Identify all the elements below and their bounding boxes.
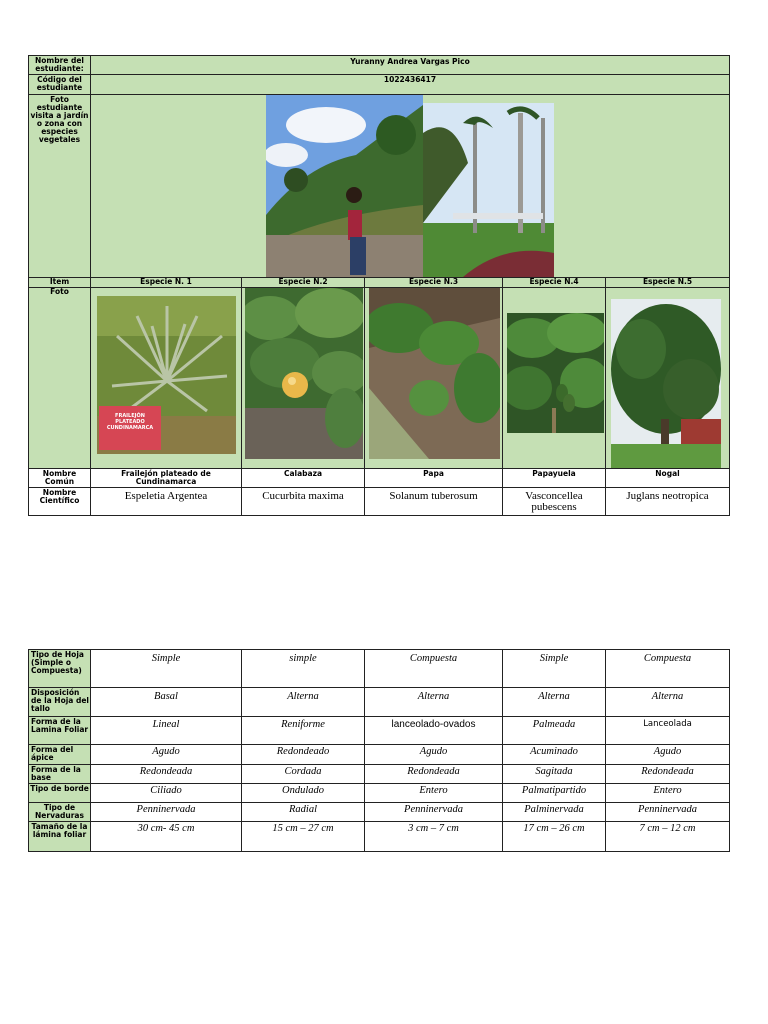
calabaza-photo [245,288,363,459]
student-photo-label: Foto estudiante visita a jardín o zona con especies vegetales [28,94,91,278]
leaf-row-label: Forma de la Lamina Foliar [28,716,91,745]
leaf-value: Alterna [502,687,606,717]
leaf-value: 7 cm – 12 cm [605,821,730,852]
species-header: Especie N.3 [364,277,503,288]
common-name: Papa [364,468,503,488]
common-name: Frailejón plateado de Cundinamarca [90,468,242,488]
leaf-value: Penninervada [364,802,503,822]
papayuela-photo [507,313,604,433]
species-header: Especie N. 1 [90,277,242,288]
common-name: Nogal [605,468,730,488]
leaf-value: Agudo [90,744,242,765]
leaf-value: Alterna [364,687,503,717]
leaf-value: 3 cm – 7 cm [364,821,503,852]
scientific-name: Juglans neotropica [605,487,730,516]
leaf-value: Redondeada [605,764,730,784]
common-name: Calabaza [241,468,365,488]
leaf-row-label: Tipo de borde [28,783,91,803]
scientific-name: Solanum tuberosum [364,487,503,516]
leaf-value: Lineal [90,716,242,745]
papa-photo [369,288,500,459]
leaf-value: 15 cm – 27 cm [241,821,365,852]
leaf-value: 30 cm- 45 cm [90,821,242,852]
leaf-row-label: Disposición de la Hoja del tallo [28,687,91,717]
leaf-row-label: Tamaño de la lámina foliar [28,821,91,852]
leaf-value: Lanceolada [605,716,730,745]
leaf-value: Basal [90,687,242,717]
scientific-name-label: Nombre Científico [28,487,91,516]
leaf-value: Cordada [241,764,365,784]
species-header: Especie N.2 [241,277,365,288]
species-header: Especie N.5 [605,277,730,288]
leaf-value: Acuminado [502,744,606,765]
leaf-value: Palminervada [502,802,606,822]
student-name-label: Nombre del estudiante: [28,55,91,75]
leaf-value: 17 cm – 26 cm [502,821,606,852]
item-label: Ítem [28,277,91,288]
leaf-value: Ondulado [241,783,365,803]
leaf-value: Simple [502,649,606,688]
leaf-value: Palmatipartido [502,783,606,803]
leaf-row-label: Tipo de Hoja (Simple o Compuesta) [28,649,91,688]
student-code-label: Código del estudiante [28,74,91,95]
photo-label: Foto [28,287,91,469]
nogal-photo [611,299,721,469]
frailejon-sign-text: FRAILEJÓN PLATEADO CUNDINAMARCA [106,413,154,431]
leaf-value: Redondeado [241,744,365,765]
leaf-value: Entero [605,783,730,803]
leaf-value: Agudo [605,744,730,765]
leaf-value: Penninervada [605,802,730,822]
leaf-value: Redondeada [364,764,503,784]
leaf-value: Sagitada [502,764,606,784]
leaf-value: Penninervada [90,802,242,822]
leaf-row-label: Forma del ápice [28,744,91,765]
leaf-row-label: Forma de la base [28,764,91,784]
leaf-value: Alterna [605,687,730,717]
scientific-name: Espeletia Argentea [90,487,242,516]
leaf-value: Palmeada [502,716,606,745]
leaf-value: Radial [241,802,365,822]
leaf-value: Compuesta [364,649,503,688]
student-name-value: Yuranny Andrea Vargas Pico [90,55,730,75]
leaf-value: Simple [90,649,242,688]
leaf-value: Ciliado [90,783,242,803]
leaf-value: Agudo [364,744,503,765]
leaf-value: Reniforme [241,716,365,745]
scientific-name: Vasconcellea pubescens [502,487,606,516]
student-photo [266,95,423,277]
student-code-value: 1022436417 [90,74,730,95]
leaf-value: Redondeada [90,764,242,784]
common-name-label: Nombre Común [28,468,91,488]
leaf-row-label: Tipo de Nervaduras [28,802,91,822]
scientific-name: Cucurbita maxima [241,487,365,516]
leaf-value: lanceolado-ovados [364,716,503,745]
leaf-value: Alterna [241,687,365,717]
common-name: Papayuela [502,468,606,488]
garden-photo [423,103,554,277]
frailejon-photo [97,296,236,454]
leaf-value: Compuesta [605,649,730,688]
species-header: Especie N.4 [502,277,606,288]
leaf-value: simple [241,649,365,688]
leaf-value: Entero [364,783,503,803]
